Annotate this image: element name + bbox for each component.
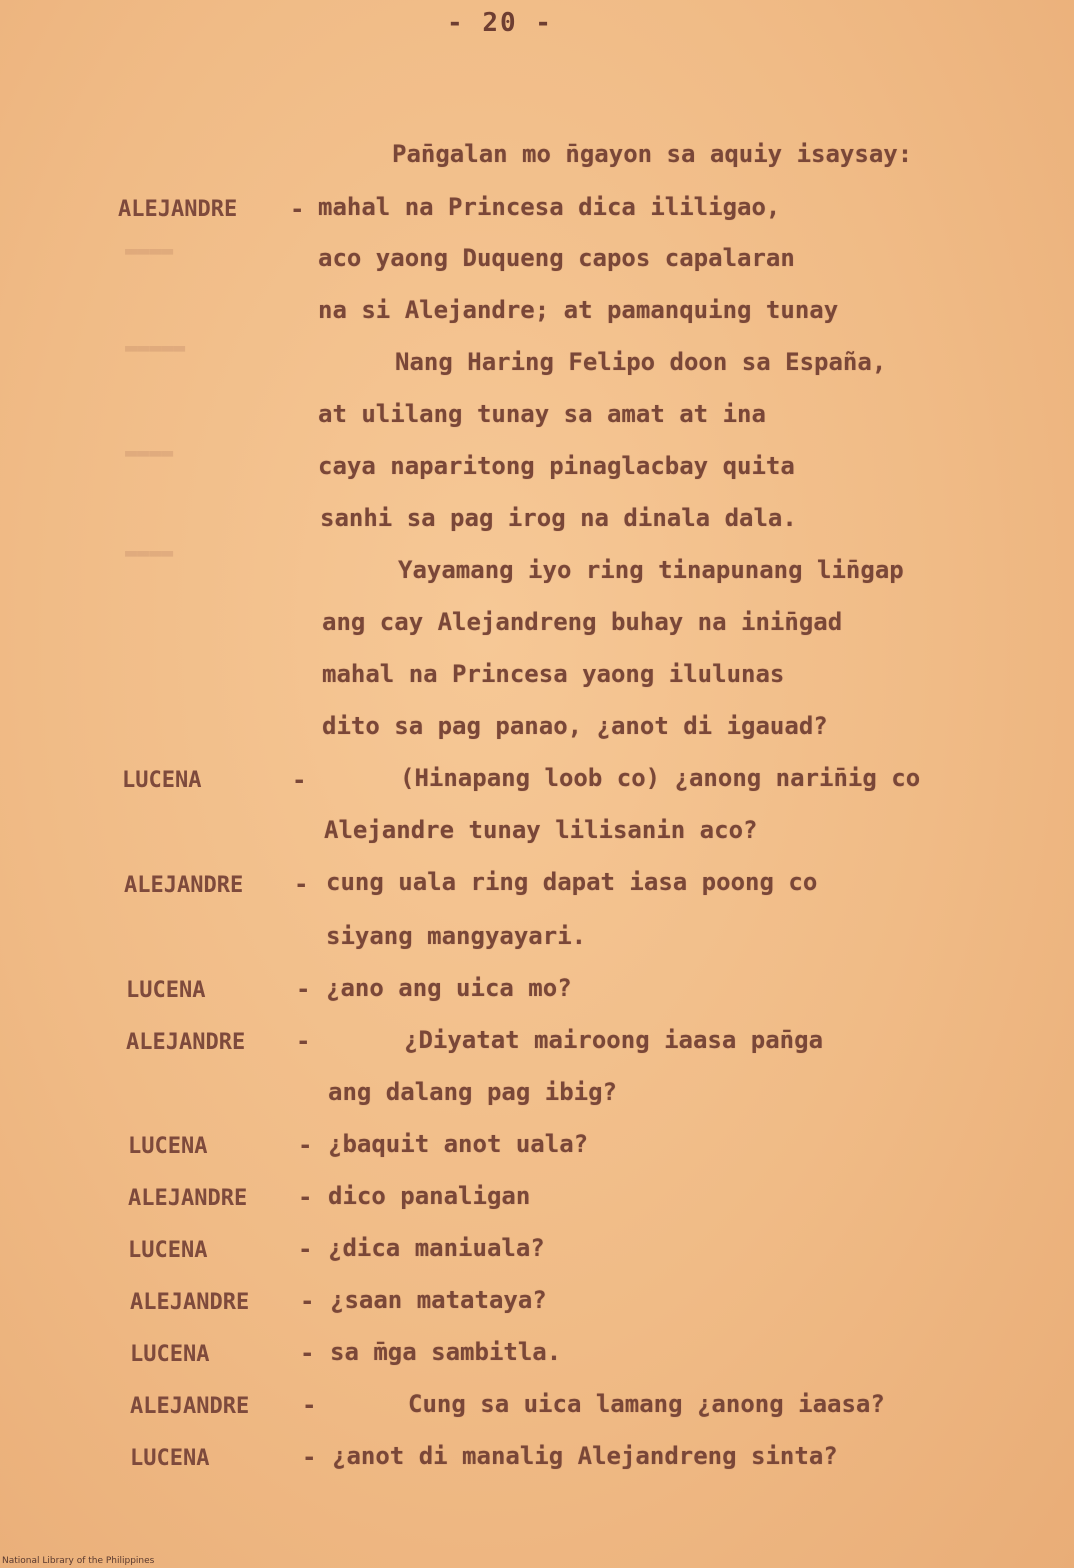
verse-line: ¿saan matataya? xyxy=(330,1286,547,1314)
speaker-dash: - xyxy=(296,975,311,1003)
speaker-dash: - xyxy=(294,870,309,898)
speaker-label: ALEJANDRE xyxy=(124,873,244,898)
verse-line: dico panaligan xyxy=(328,1182,531,1210)
verse-line: ¿anot di manalig Alejandreng sinta? xyxy=(332,1442,838,1470)
speaker-label: ALEJANDRE xyxy=(130,1394,250,1419)
verse-line: mahal na Princesa dica ililigao, xyxy=(318,193,781,221)
verse-line: ¿dica maniuala? xyxy=(328,1234,545,1262)
speaker-label: LUCENA xyxy=(126,978,206,1003)
page-number: - 20 - xyxy=(447,8,553,38)
verse-line: Yayamang iyo ring tinapunang lin̄gap xyxy=(398,556,904,584)
verse-line: sanhi sa pag irog na dinala dala. xyxy=(320,504,797,532)
speaker-label: LUCENA xyxy=(130,1342,210,1367)
speaker-dash: - xyxy=(302,1391,317,1419)
verse-line: ang cay Alejandreng buhay na inin̄gad xyxy=(322,608,843,636)
verse-line: caya naparitong pinaglacbay quita xyxy=(318,452,795,480)
speaker-dash: - xyxy=(300,1339,315,1367)
verse-line: na si Alejandre; at pamanquing tunay xyxy=(318,296,839,324)
verse-line: Nang Haring Felipo doon sa España, xyxy=(395,348,887,376)
verse-line: aco yaong Duqueng capos capalaran xyxy=(318,244,795,272)
speaker-dash: - xyxy=(296,1027,311,1055)
speaker-label: LUCENA xyxy=(130,1446,210,1471)
speaker-dash: - xyxy=(298,1183,313,1211)
verse-line: dito sa pag panao, ¿anot di igauad? xyxy=(322,712,828,740)
speaker-label: ALEJANDRE xyxy=(130,1290,250,1315)
verse-line: Alejandre tunay lilisanin aco? xyxy=(324,816,758,844)
verse-line: sa m̄ga sambitla. xyxy=(330,1338,562,1366)
speaker-label: LUCENA xyxy=(128,1238,208,1263)
speaker-label: LUCENA xyxy=(122,768,202,793)
speaker-dash: - xyxy=(300,1287,315,1315)
bleed-through-mark: ▬▬▬▬ xyxy=(125,238,174,262)
bleed-through-mark: ▬▬▬▬▬ xyxy=(125,335,186,359)
verse-line: ang dalang pag ibig? xyxy=(328,1078,617,1106)
verse-line: cung uala ring dapat iasa poong co xyxy=(326,868,818,896)
verse-line: ¿ano ang uica mo? xyxy=(326,974,572,1002)
bleed-through-mark: ▬▬▬▬ xyxy=(125,440,174,464)
verse-line: siyang mangyayari. xyxy=(326,922,587,950)
verse-line: Cung sa uica lamang ¿anong iaasa? xyxy=(408,1390,885,1418)
speaker-label: ALEJANDRE xyxy=(126,1030,246,1055)
verse-line: ¿Diyatat mairoong iaasa pan̄ga xyxy=(404,1026,824,1054)
verse-line: Pan̄galan mo n̄gayon sa aquiy isaysay: xyxy=(392,140,913,168)
bleed-through-mark: ▬▬▬▬ xyxy=(125,540,174,564)
verse-line: at ulilang tunay sa amat at ina xyxy=(318,400,766,428)
speaker-dash: - xyxy=(292,766,307,794)
speaker-label: ALEJANDRE xyxy=(118,197,238,222)
verse-line: mahal na Princesa yaong ilulunas xyxy=(322,660,785,688)
speaker-dash: - xyxy=(298,1235,313,1263)
speaker-dash: - xyxy=(298,1131,313,1159)
verse-line: (Hinapang loob co) ¿anong narin̄ig co xyxy=(400,764,921,792)
speaker-dash: - xyxy=(290,195,305,223)
verse-line: ¿baquit anot uala? xyxy=(328,1130,589,1158)
speaker-label: ALEJANDRE xyxy=(128,1186,248,1211)
library-footer: National Library of the Philippines xyxy=(2,1556,155,1566)
speaker-label: LUCENA xyxy=(128,1134,208,1159)
speaker-dash: - xyxy=(302,1443,317,1471)
